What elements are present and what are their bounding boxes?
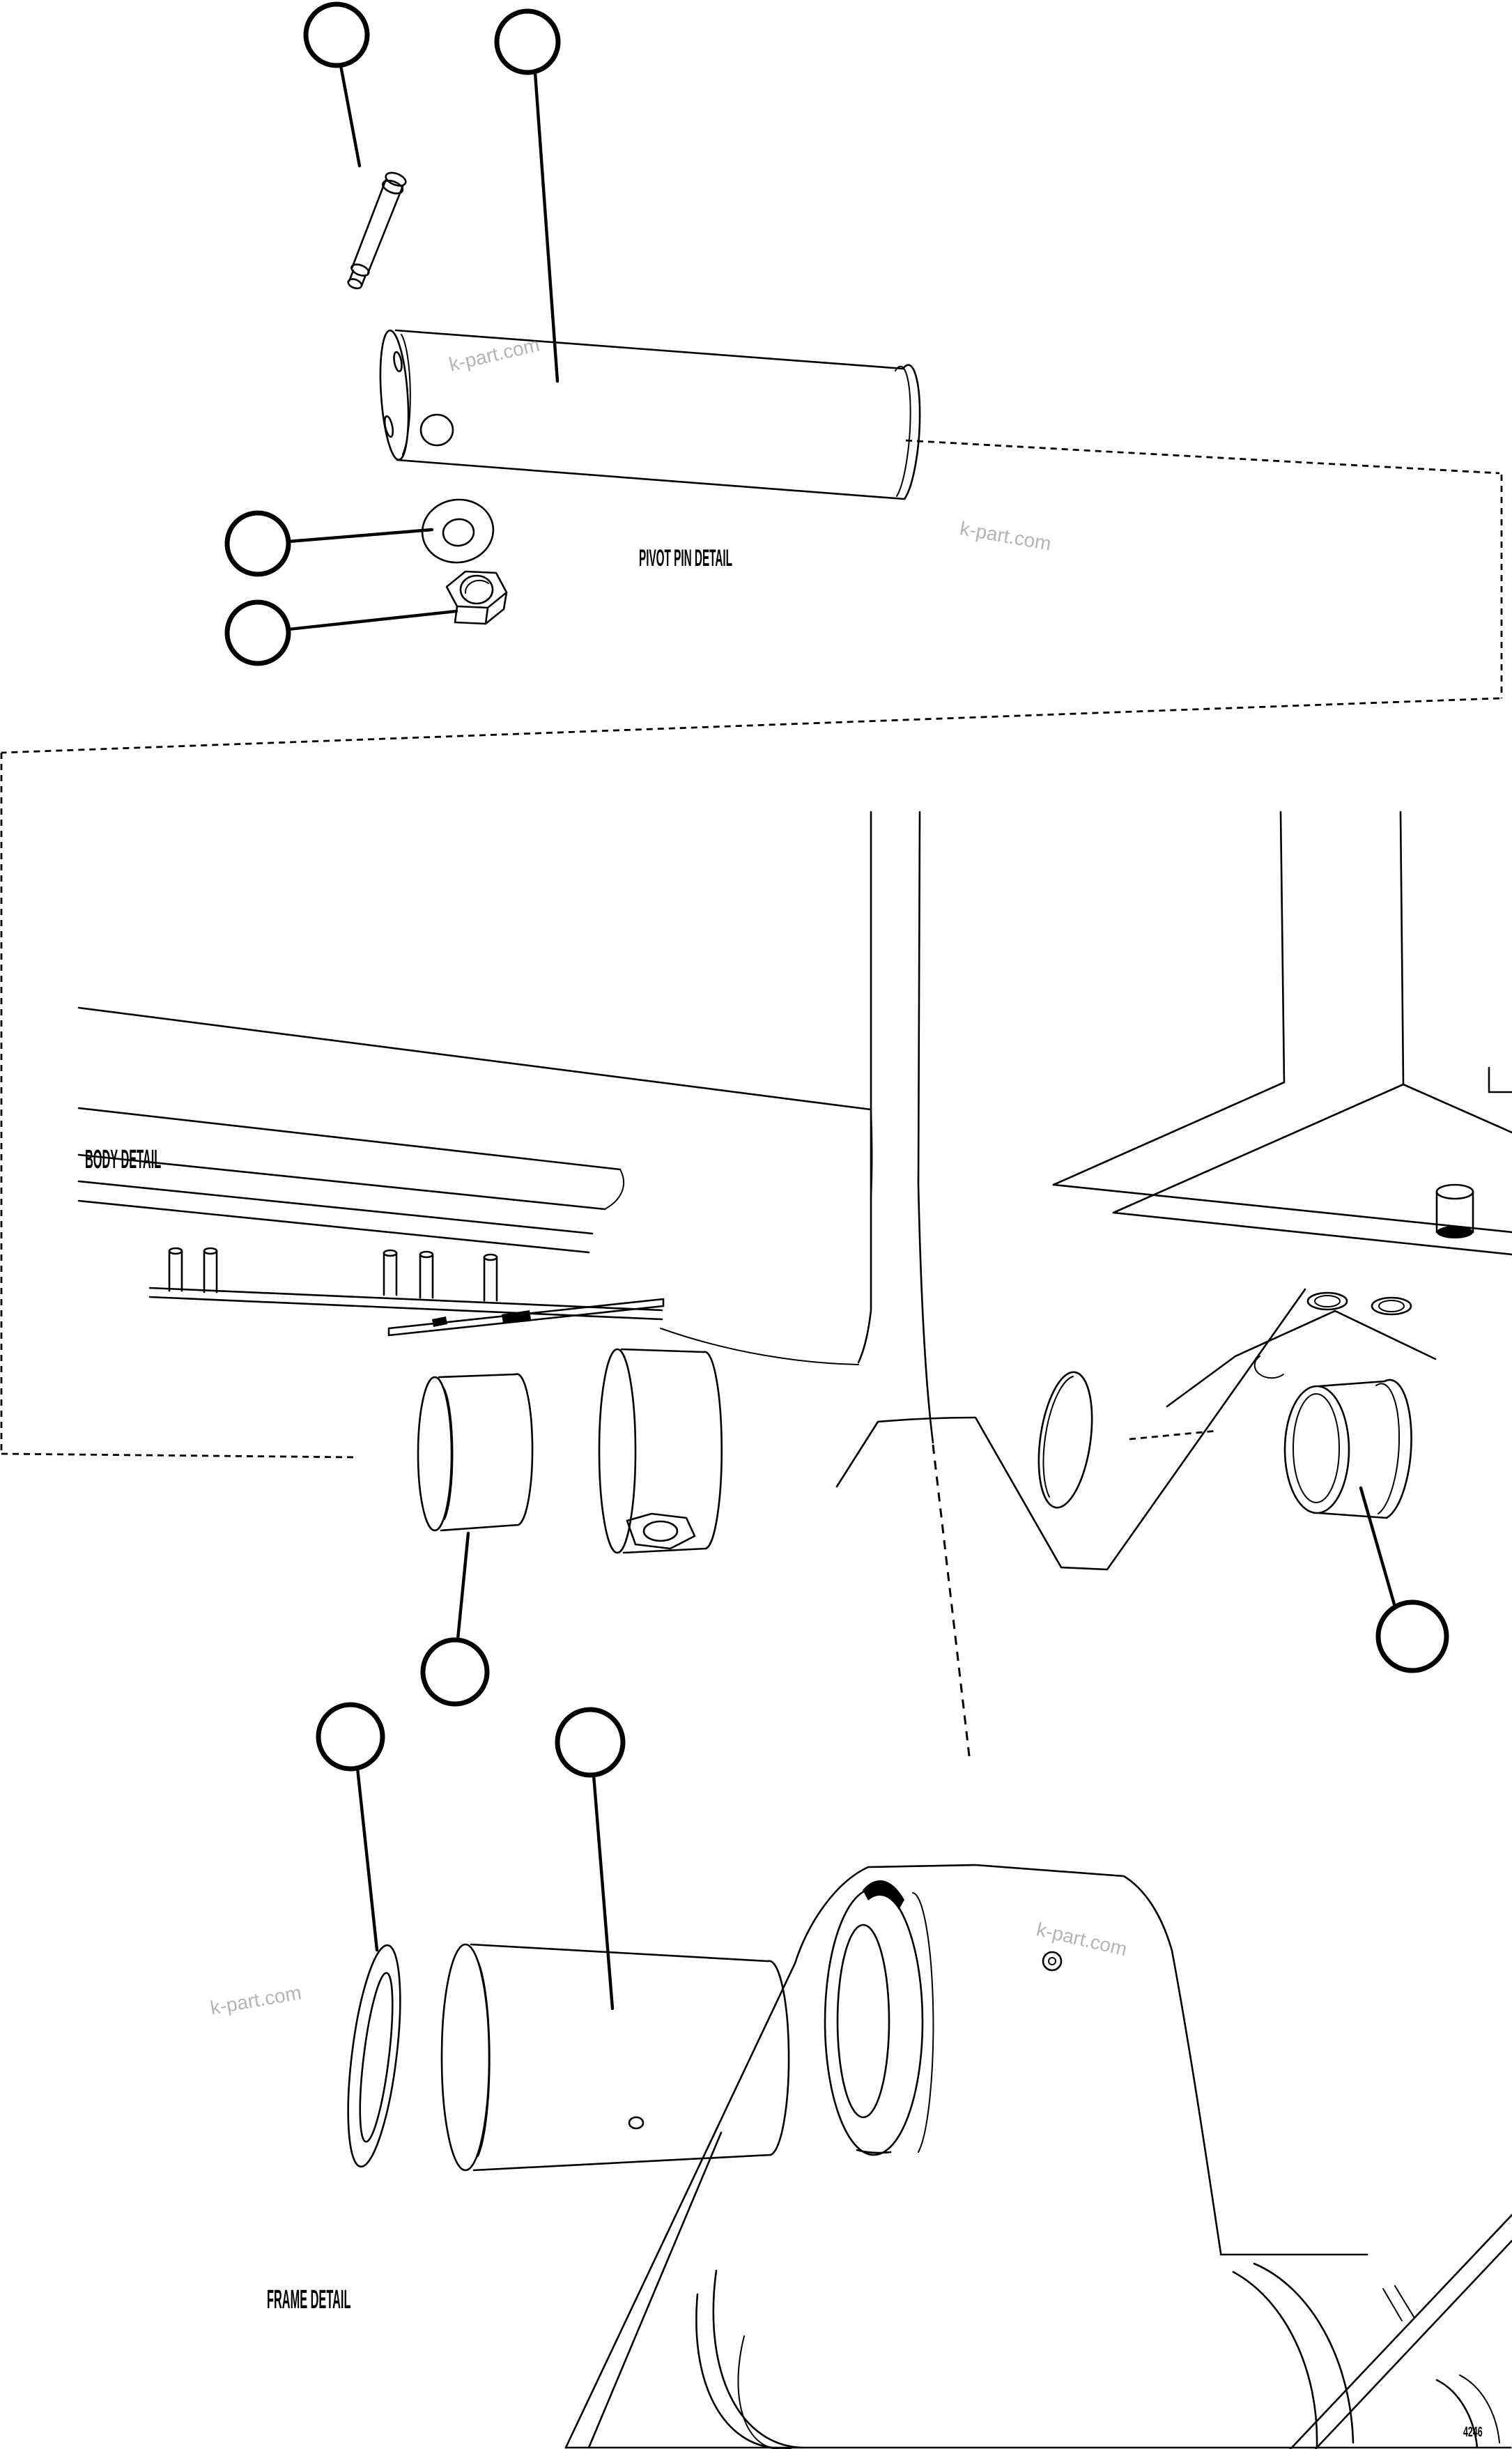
body-pivot-columns [661,812,1512,1443]
frame-bushing [442,1944,789,2170]
section-title-body-detail: BODY DETAIL [85,1145,162,1174]
plate-pin [384,1250,396,1295]
grease-hole-center [1049,1958,1056,1965]
plate-pin [420,1252,433,1298]
plate-pin [169,1248,182,1291]
body-detail-drawing [79,812,1512,1704]
body-bushing-left [418,1374,532,1530]
body-bushing-right [1285,1380,1412,1518]
frame-boss-inner [838,1925,889,2117]
callout-balloon [557,1710,623,1775]
leader-line [357,1768,377,1950]
pivot-box-bottom-dash [1,698,1499,753]
bump-stop-cylinder [1437,1185,1473,1238]
watermark: k-part.com [208,1981,303,2019]
hex-nut [447,571,507,624]
watermark: k-part.com [958,517,1054,555]
frame-boss-outer [825,1889,923,2155]
leader-line [1361,1488,1394,1604]
spring-pin [344,170,408,291]
callout-balloon [423,1640,487,1704]
boss-top-shadow [863,1880,904,1910]
pivot-pin-detail-drawing [227,4,920,663]
hinge-v-bracket [837,1289,1305,1569]
callout-balloon [227,513,288,574]
plate-pin [204,1248,217,1292]
frame-detail-drawing [318,1705,1512,2449]
leader-line [288,530,432,542]
body-center-boss [599,1349,722,1553]
body-floor-lines [79,1008,872,1252]
callout-balloon [1378,1602,1447,1671]
body-mount-plate [150,1248,663,1335]
wing-rings [1167,1293,1435,1406]
section-title-pivot-pin-detail: PIVOT PIN DETAIL [639,545,733,571]
callout-balloon [227,602,288,663]
leader-line [341,66,360,166]
pivot-box-top-dash [906,440,1499,473]
leader-line [458,1533,468,1639]
watermark: k-part.com [447,333,542,376]
grease-hole [1043,1952,1061,1970]
callout-balloon [497,11,558,72]
leader-line [288,611,456,629]
plate-pin [484,1254,497,1300]
leader-line [594,1775,612,2009]
callout-balloon [318,1705,383,1769]
section-title-frame-detail: FRAME DETAIL [267,2285,351,2314]
watermark: k-part.com [1034,1918,1129,1960]
leader-line [535,72,557,381]
frame-plate [566,1865,1512,2449]
page-number: 4246 [1463,2425,1483,2440]
body-to-frame-dotted-leader [933,1445,970,1762]
callout-balloon [306,4,367,66]
body-box-bottom-dash [1,1454,357,1457]
frame-washer [339,1942,410,2169]
